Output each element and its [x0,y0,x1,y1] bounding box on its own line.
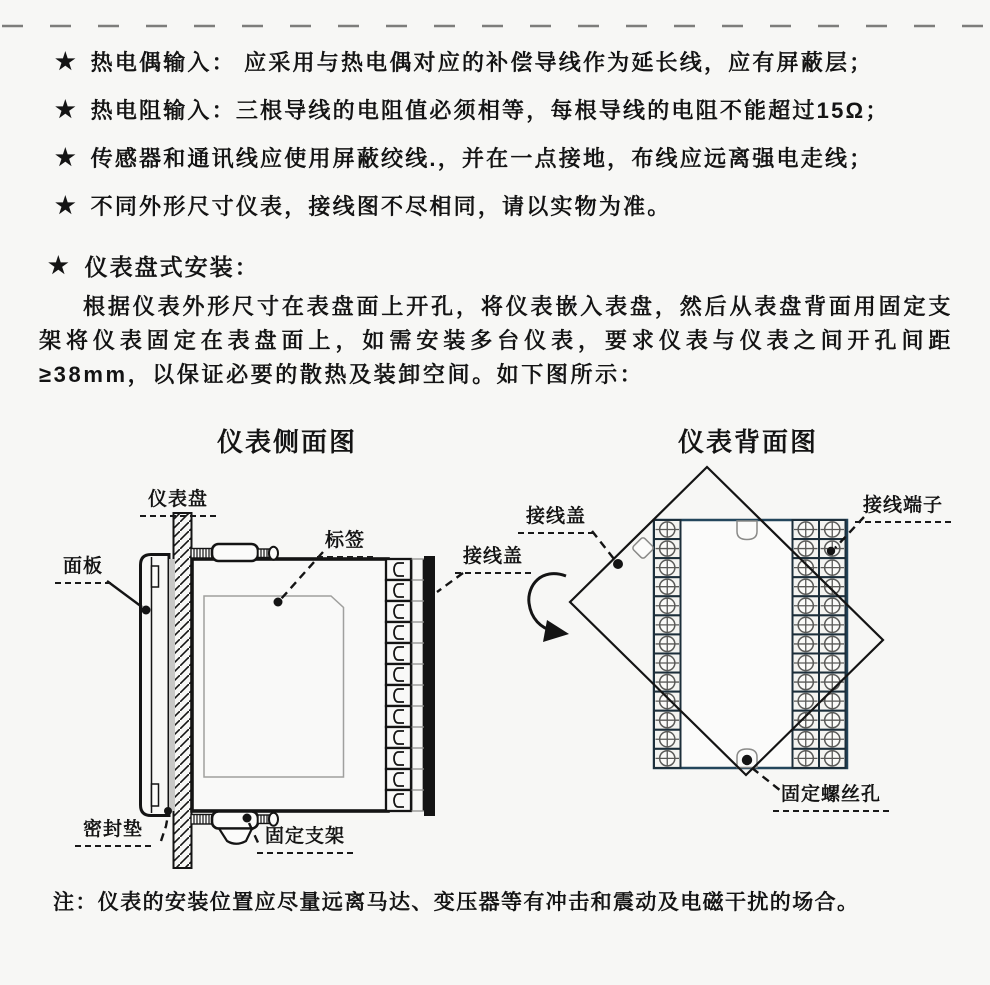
side-view-title: 仪表侧面图 [216,428,357,457]
side-label-bracket: 固定支架 [257,821,353,854]
mounting-panel-hatched [174,513,192,868]
gasket-leader [161,815,168,841]
side-label-panel: 仪表盘 [140,484,216,517]
list-item [55,95,890,123]
instrument-body [192,559,388,811]
bottom-tab [737,749,757,768]
wiring-cover-outline [570,467,883,775]
side-label-front-panel: 面板 [55,551,111,584]
cover-corner-tab [632,537,655,560]
sealing-gasket [169,559,175,811]
section-title: 仪表盘式安装： [84,254,260,280]
section-header [48,249,260,282]
terminal-strip [386,559,411,811]
label-sticker [204,596,344,777]
list-item [55,191,890,219]
top-fixing-bracket [191,544,278,561]
bullet-text: 不同外形尺寸仪表，接线图不尽相同，请以实物为准。 [90,193,672,219]
back-cover-leader [592,531,614,559]
bullet-text: 传感器和通讯线应使用屏蔽绞线.，并在一点接地，布线应远离强电走线； [90,145,874,171]
top-tab [737,521,757,540]
bullet-text: 热电阻输入：三根导线的电阻值必须相等，每根导线的电阻不能超过15Ω； [90,97,890,123]
list-item [55,143,890,171]
terminal-channel [412,559,425,811]
side-label-sticker: 标签 [317,525,373,558]
front-bezel [141,555,170,816]
back-label-screw-hole: 固定螺丝孔 [773,779,889,812]
side-view-drawing [107,513,463,868]
terminal-screws [654,520,846,768]
bullet-text: 热电偶输入： 应采用与热电偶对应的补偿导线作为延长线，应有屏蔽层； [90,49,874,75]
rotation-arrow [529,574,566,631]
bottom-note: 注：仪表的安装位置应尽量远离马达、变压器等有冲击和震动及电磁干扰的场合。 [53,891,860,914]
star-icon: ★ [55,143,76,170]
notes-list [55,47,890,239]
back-label-wiring-cover: 接线盖 [518,501,594,534]
list-item [55,47,890,75]
side-label-wiring-cover: 接线盖 [455,541,531,574]
installation-paragraph: 根据仪表外形尺寸在表盘面上开孔，将仪表嵌入表盘，然后从表盘背面用固定支架将仪表固定在表盘面上，如需安装多台仪表，要求仪表与仪表之间开孔间距≥38mm，以保证必要的散热及装卸空间。如下图所示： [39,294,953,387]
front-panel-leader [107,581,142,607]
terminal-block [654,520,847,768]
star-icon: ★ [55,191,76,218]
side-label-gasket: 密封垫 [75,814,151,847]
star-icon: ★ [48,252,69,278]
sticker-leader [281,552,323,599]
back-label-terminals: 接线端子 [855,490,951,523]
side-cover-leader [437,573,463,592]
star-icon: ★ [55,47,76,74]
back-view-title: 仪表背面图 [677,428,818,457]
star-icon: ★ [55,95,76,122]
fixing-screw [742,755,752,765]
wiring-cover-bar [424,556,435,816]
